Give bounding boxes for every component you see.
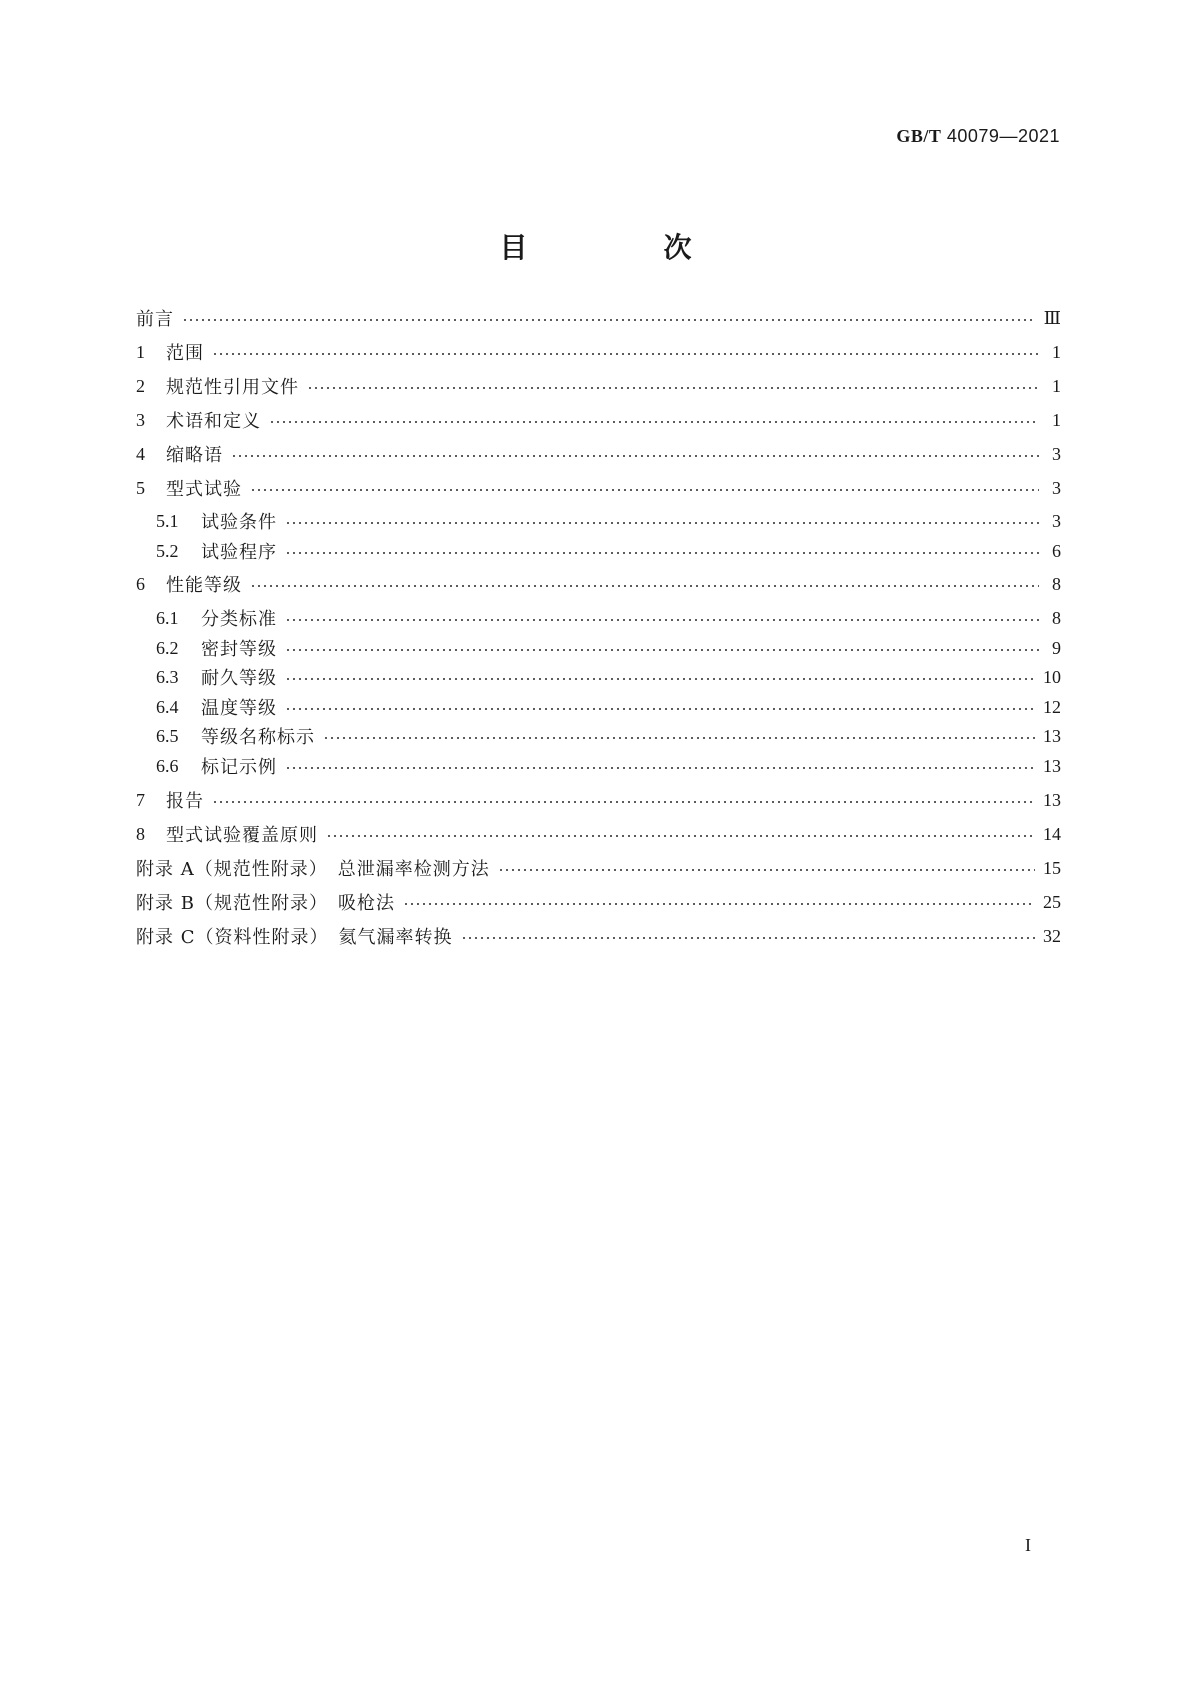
toc-entry-foreword[interactable] (136, 305, 1061, 331)
toc-entry-page: 1 (1052, 375, 1061, 396)
toc-entry-5-2[interactable] (156, 538, 1061, 564)
toc-entry-6-2[interactable] (156, 635, 1061, 661)
toc-entry-page: 1 (1052, 409, 1061, 430)
toc-entry-label: 规范性引用文件 (166, 377, 299, 398)
toc-entry-6[interactable] (136, 571, 1061, 597)
toc-entry-annex-a[interactable] (136, 855, 1061, 881)
toc-entry-page: 9 (1052, 637, 1061, 658)
toc-entry-number: 6 (136, 573, 145, 594)
toc-entry-number: 6.2 (156, 637, 179, 658)
toc-leader (285, 522, 1039, 524)
toc-entry-label: 等级名称标示 (201, 727, 315, 748)
toc-entry-annex-c[interactable] (136, 923, 1061, 949)
toc-entry-1[interactable] (136, 339, 1061, 365)
toc-entry-label: 术语和定义 (166, 411, 261, 432)
toc-entry-label: 缩略语 (166, 445, 223, 466)
toc-entry-label: 附录 B（规范性附录） 吸枪法 (136, 893, 395, 914)
toc-entry-5-1[interactable] (156, 508, 1061, 534)
toc-leader (250, 489, 1039, 491)
toc-entry-page: 3 (1052, 510, 1061, 531)
toc-leader (269, 421, 1039, 423)
toc-entry-4[interactable] (136, 441, 1061, 467)
standard-code-number: 40079—2021 (946, 126, 1060, 146)
toc-entry-page: 13 (1043, 789, 1061, 810)
toc-entry-page: 8 (1052, 573, 1061, 594)
toc-entry-label: 报告 (166, 791, 204, 812)
toc-entry-label: 试验程序 (201, 542, 277, 563)
toc-entry-page: 10 (1043, 666, 1061, 687)
toc-entry-label: 标记示例 (201, 757, 277, 778)
toc-entry-6-3[interactable] (156, 664, 1061, 690)
toc-title: 目 次 (499, 231, 746, 264)
toc-leader (285, 649, 1039, 651)
toc-entry-page: Ⅲ (1043, 307, 1061, 328)
toc-entry-label: 附录 A（规范性附录） 总泄漏率检测方法 (136, 859, 490, 880)
toc-entry-page: 3 (1052, 477, 1061, 498)
toc-entry-label: 试验条件 (201, 512, 277, 533)
toc-leader (285, 552, 1039, 554)
toc-entry-label: 范围 (166, 343, 204, 364)
toc-entry-label: 型式试验 (166, 479, 242, 500)
toc-entry-label: 性能等级 (166, 575, 242, 596)
toc-leader (461, 937, 1036, 939)
standard-code-prefix: GB/T (896, 126, 942, 146)
toc-entry-3[interactable] (136, 407, 1061, 433)
toc-entry-label: 耐久等级 (201, 668, 277, 689)
toc-entry-6-4[interactable] (156, 694, 1061, 720)
toc-leader (498, 869, 1035, 871)
toc-entry-page: 14 (1043, 823, 1061, 844)
standard-code (896, 126, 1060, 147)
toc-leader (231, 455, 1039, 457)
toc-entry-number: 6.6 (156, 755, 179, 776)
toc-entry-7[interactable] (136, 787, 1061, 813)
toc-entry-number: 7 (136, 789, 145, 810)
toc-entry-number: 6.1 (156, 607, 179, 628)
toc-entry-6-5[interactable] (156, 723, 1061, 749)
toc-leader (212, 353, 1039, 355)
toc-entry-2[interactable] (136, 373, 1061, 399)
toc-entry-number: 6.4 (156, 696, 179, 717)
toc-entry-number: 6.5 (156, 725, 179, 746)
toc-entry-page: 6 (1052, 540, 1061, 561)
toc-entry-page: 32 (1043, 925, 1061, 946)
toc-entry-page: 8 (1052, 607, 1061, 628)
toc-entry-label: 密封等级 (201, 639, 277, 660)
toc-entry-label: 温度等级 (201, 698, 277, 719)
toc-leader (182, 319, 1036, 321)
toc-entry-number: 3 (136, 409, 145, 430)
toc-entry-page: 25 (1043, 891, 1061, 912)
toc-leader (323, 737, 1035, 739)
page-number: I (1025, 1535, 1031, 1555)
toc-entry-page: 13 (1043, 725, 1061, 746)
toc-leader (285, 619, 1039, 621)
toc-entry-number: 2 (136, 375, 145, 396)
toc-entry-6-6[interactable] (156, 753, 1061, 779)
toc-entry-page: 15 (1043, 857, 1061, 878)
toc-entry-page: 1 (1052, 341, 1061, 362)
toc-leader (403, 903, 1035, 905)
toc-entry-5[interactable] (136, 475, 1061, 501)
toc-entry-number: 1 (136, 341, 145, 362)
toc-entry-label: 型式试验覆盖原则 (166, 825, 318, 846)
toc-entry-number: 5.1 (156, 510, 179, 531)
toc-entry-annex-b[interactable] (136, 889, 1061, 915)
toc-entry-number: 5.2 (156, 540, 179, 561)
toc-entry-page: 3 (1052, 443, 1061, 464)
toc-entry-label: 分类标准 (201, 609, 277, 630)
toc-entry-page: 13 (1043, 755, 1061, 776)
toc-entry-number: 4 (136, 443, 145, 464)
toc-entry-8[interactable] (136, 821, 1061, 847)
toc-leader (307, 387, 1039, 389)
toc-entry-label: 前言 (136, 309, 174, 330)
toc-leader (285, 678, 1035, 680)
toc-leader (285, 767, 1035, 769)
toc-leader (285, 708, 1035, 710)
toc-leader (326, 835, 1035, 837)
toc-entry-page: 12 (1043, 696, 1061, 717)
toc-entry-6-1[interactable] (156, 605, 1061, 631)
toc-entry-number: 6.3 (156, 666, 179, 687)
toc-leader (250, 585, 1039, 587)
toc-entry-number: 8 (136, 823, 145, 844)
toc-entry-number: 5 (136, 477, 145, 498)
toc-leader (212, 801, 1035, 803)
toc-entry-label: 附录 C（资料性附录） 氦气漏率转换 (136, 927, 453, 948)
